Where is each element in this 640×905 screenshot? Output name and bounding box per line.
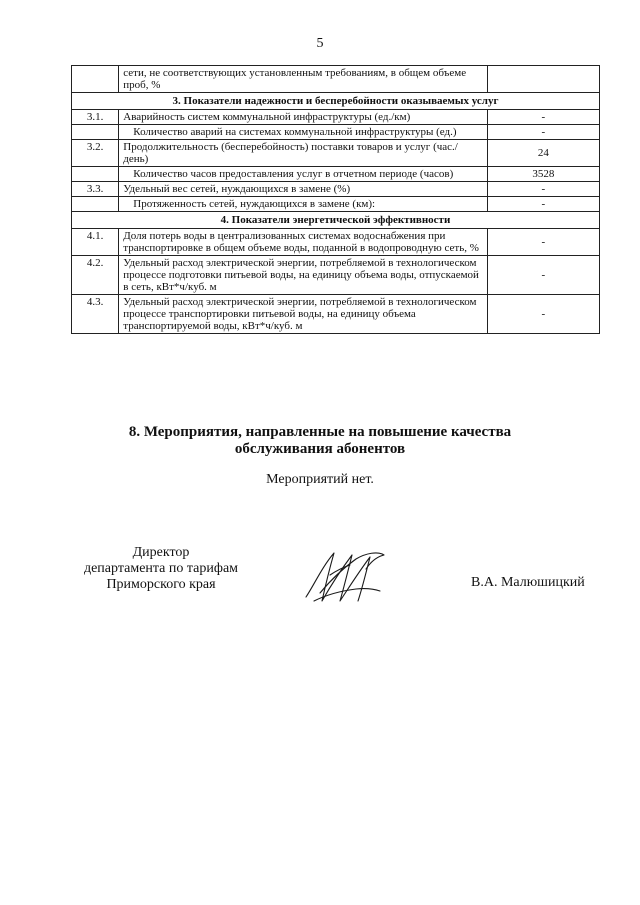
row-number <box>72 125 119 140</box>
row-number: 4.3. <box>72 295 119 334</box>
row-value: - <box>487 197 599 212</box>
table-subrow <box>72 167 600 182</box>
section-title: 4. Показатели энергетической эффективности <box>72 212 600 229</box>
table-row <box>72 182 600 197</box>
section-8-heading-line: 8. Мероприятия, направленные на повышение качества <box>128 424 512 440</box>
section-header-row <box>72 93 600 110</box>
row-value: 3528 <box>487 167 599 182</box>
row-description: Доля потерь воды в централизованных системах водоснабжения при транспортировке в общем объеме воды, поданной в водопроводную сеть, % <box>119 229 487 256</box>
row-value: - <box>487 229 599 256</box>
row-description: Удельный расход электрической энергии, потребляемой в технологическом процессе транспортировки питьевой воды, на единицу объема транспортируемой воды, кВт*ч/куб. м <box>119 295 487 334</box>
row-value: - <box>487 182 599 197</box>
row-value <box>487 66 599 93</box>
row-description: Продолжительность (бесперебойность) поставки товаров и услуг (час./день) <box>119 140 487 167</box>
page-number: 5 <box>316 36 324 51</box>
row-number <box>72 197 119 212</box>
table-subrow <box>72 197 600 212</box>
row-number <box>72 66 119 93</box>
signer-title <box>58 545 264 593</box>
row-description: Удельный расход электрической энергии, потребляемой в технологическом процессе подготовки питьевой воды, на единицу объема воды, отпускаемой в сеть, кВт*ч/куб. м <box>119 256 487 295</box>
row-number <box>72 167 119 182</box>
row-value: - <box>487 256 599 295</box>
table-row <box>72 140 600 167</box>
row-value: - <box>487 110 599 125</box>
section-title: 3. Показатели надежности и бесперебойности оказываемых услуг <box>72 93 600 110</box>
table-row <box>72 229 600 256</box>
section-8-heading <box>0 424 640 458</box>
row-description: Аварийность систем коммунальной инфраструктуры (ед./км) <box>119 110 487 125</box>
indicators-table <box>71 65 600 334</box>
table-row <box>72 295 600 334</box>
row-number: 4.1. <box>72 229 119 256</box>
section-8-heading-line: обслуживания абонентов <box>234 441 406 457</box>
row-description: Удельный вес сетей, нуждающихся в замене (%) <box>119 182 487 197</box>
signer-title-line: департамента по тарифам <box>83 561 239 576</box>
no-measures-text: Мероприятий нет. <box>266 472 374 487</box>
row-number: 3.1. <box>72 110 119 125</box>
row-value: - <box>487 125 599 140</box>
row-number: 4.2. <box>72 256 119 295</box>
signer-title-line: Директор <box>132 545 190 560</box>
row-value: - <box>487 295 599 334</box>
row-description: сети, не соответствующих установленным требованиям, в общем объеме проб, % <box>119 66 487 93</box>
table-row <box>72 66 600 93</box>
signer-name: В.А. Малюшицкий <box>471 575 585 590</box>
section-header-row <box>72 212 600 229</box>
row-value: 24 <box>487 140 599 167</box>
row-description: Количество аварий на системах коммунальной инфраструктуры (ед.) <box>119 125 487 140</box>
table-subrow <box>72 125 600 140</box>
signer-title-line: Приморского края <box>106 577 216 592</box>
handwritten-signature <box>300 545 390 605</box>
table-row <box>72 256 600 295</box>
row-number: 3.3. <box>72 182 119 197</box>
row-number: 3.2. <box>72 140 119 167</box>
row-description: Количество часов предоставления услуг в отчетном периоде (часов) <box>119 167 487 182</box>
row-description: Протяженность сетей, нуждающихся в замене (км): <box>119 197 487 212</box>
table-row <box>72 110 600 125</box>
